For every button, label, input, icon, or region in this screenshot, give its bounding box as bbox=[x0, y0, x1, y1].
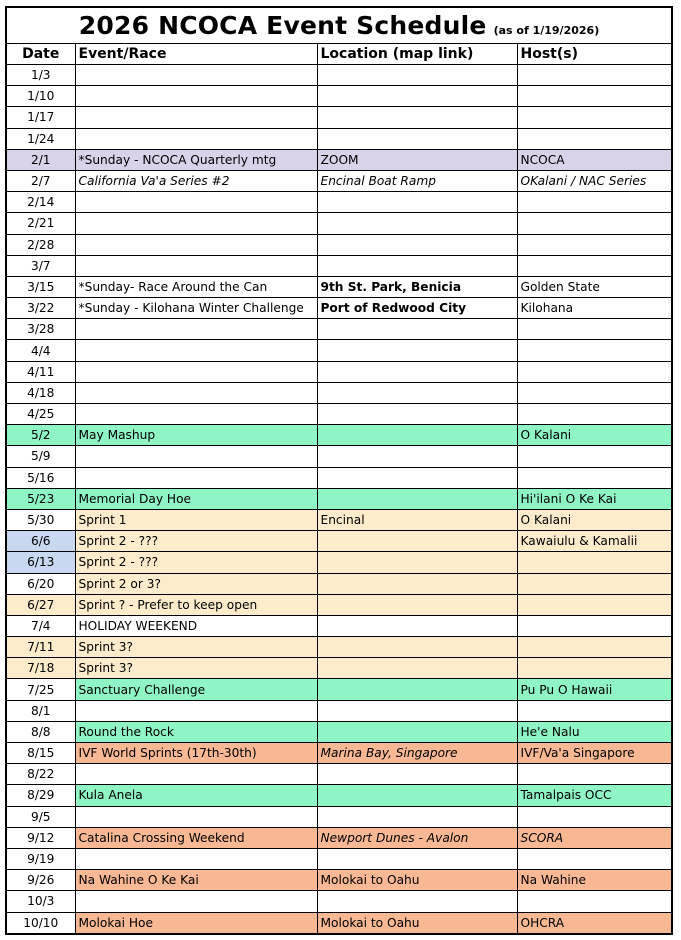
event-cell bbox=[75, 848, 317, 869]
date-cell: 3/28 bbox=[7, 319, 75, 340]
host-cell bbox=[517, 637, 671, 658]
table-row bbox=[7, 86, 671, 107]
date-cell: 9/12 bbox=[7, 827, 75, 848]
event-cell bbox=[75, 382, 317, 403]
date-cell: 2/1 bbox=[7, 149, 75, 170]
event-cell: Sprint 3? bbox=[75, 637, 317, 658]
host-cell bbox=[517, 806, 671, 827]
host-cell bbox=[517, 848, 671, 869]
location-cell[interactable] bbox=[317, 891, 517, 912]
date-cell: 8/15 bbox=[7, 743, 75, 764]
table-row bbox=[7, 128, 671, 149]
date-cell: 7/11 bbox=[7, 637, 75, 658]
host-cell: OKalani / NAC Series bbox=[517, 170, 671, 191]
table-row bbox=[7, 870, 671, 891]
table-row bbox=[7, 319, 671, 340]
event-cell: California Va'a Series #2 bbox=[75, 170, 317, 191]
date-cell: 1/3 bbox=[7, 65, 75, 86]
location-cell[interactable] bbox=[317, 192, 517, 213]
host-cell bbox=[517, 255, 671, 276]
event-cell bbox=[75, 446, 317, 467]
host-cell bbox=[517, 128, 671, 149]
host-cell: NCOCA bbox=[517, 149, 671, 170]
table-row bbox=[7, 637, 671, 658]
table-row bbox=[7, 192, 671, 213]
event-cell: Na Wahine O Ke Kai bbox=[75, 870, 317, 891]
table-row bbox=[7, 848, 671, 869]
date-cell: 2/21 bbox=[7, 213, 75, 234]
location-cell[interactable] bbox=[317, 573, 517, 594]
location-cell[interactable]: Molokai to Oahu bbox=[317, 870, 517, 891]
location-cell[interactable] bbox=[317, 531, 517, 552]
date-cell: 2/14 bbox=[7, 192, 75, 213]
event-cell: Kula Anela bbox=[75, 785, 317, 806]
table-row bbox=[7, 573, 671, 594]
host-cell bbox=[517, 573, 671, 594]
host-cell: Tamalpais OCC bbox=[517, 785, 671, 806]
location-cell[interactable] bbox=[317, 340, 517, 361]
event-cell bbox=[75, 764, 317, 785]
date-cell: 5/2 bbox=[7, 425, 75, 446]
date-cell: 5/9 bbox=[7, 446, 75, 467]
date-cell: 4/18 bbox=[7, 382, 75, 403]
date-cell: 8/8 bbox=[7, 721, 75, 742]
host-cell bbox=[517, 594, 671, 615]
event-cell: Catalina Crossing Weekend bbox=[75, 827, 317, 848]
table-row bbox=[7, 425, 671, 446]
date-cell: 5/23 bbox=[7, 488, 75, 509]
location-cell[interactable] bbox=[317, 65, 517, 86]
table-row bbox=[7, 700, 671, 721]
event-cell bbox=[75, 107, 317, 128]
event-cell: Molokai Hoe bbox=[75, 912, 317, 933]
table-row bbox=[7, 213, 671, 234]
table-row bbox=[7, 170, 671, 191]
table-row bbox=[7, 255, 671, 276]
table-row bbox=[7, 298, 671, 319]
date-cell: 8/1 bbox=[7, 700, 75, 721]
table-row bbox=[7, 361, 671, 382]
host-cell bbox=[517, 446, 671, 467]
schedule-sheet bbox=[5, 6, 673, 935]
event-cell: Memorial Day Hoe bbox=[75, 488, 317, 509]
location-cell[interactable] bbox=[317, 234, 517, 255]
date-cell: 7/4 bbox=[7, 615, 75, 636]
host-cell: SCORA bbox=[517, 827, 671, 848]
location-cell[interactable] bbox=[317, 382, 517, 403]
location-cell[interactable]: Molokai to Oahu bbox=[317, 912, 517, 933]
host-cell: O Kalani bbox=[517, 509, 671, 530]
host-cell bbox=[517, 552, 671, 573]
date-cell: 1/24 bbox=[7, 128, 75, 149]
event-cell: *Sunday - Kilohana Winter Challenge bbox=[75, 298, 317, 319]
event-cell bbox=[75, 213, 317, 234]
event-cell: *Sunday - NCOCA Quarterly mtg bbox=[75, 149, 317, 170]
table-row bbox=[7, 743, 671, 764]
date-cell: 2/28 bbox=[7, 234, 75, 255]
host-cell bbox=[517, 319, 671, 340]
table-row bbox=[7, 149, 671, 170]
location-cell[interactable] bbox=[317, 86, 517, 107]
event-cell bbox=[75, 806, 317, 827]
host-cell: Kawaiulu & Kamalii bbox=[517, 531, 671, 552]
host-cell bbox=[517, 467, 671, 488]
table-row bbox=[7, 658, 671, 679]
date-cell: 5/30 bbox=[7, 509, 75, 530]
host-cell bbox=[517, 107, 671, 128]
table-row bbox=[7, 382, 671, 403]
host-cell: Golden State bbox=[517, 276, 671, 297]
date-cell: 3/22 bbox=[7, 298, 75, 319]
event-cell: IVF World Sprints (17th-30th) bbox=[75, 743, 317, 764]
location-cell[interactable] bbox=[317, 721, 517, 742]
host-cell: OHCRA bbox=[517, 912, 671, 933]
table-row bbox=[7, 806, 671, 827]
location-cell[interactable]: Newport Dunes - Avalon bbox=[317, 827, 517, 848]
date-cell: 10/10 bbox=[7, 912, 75, 933]
host-cell bbox=[517, 192, 671, 213]
location-cell[interactable] bbox=[317, 764, 517, 785]
date-cell: 6/20 bbox=[7, 573, 75, 594]
location-cell[interactable] bbox=[317, 255, 517, 276]
date-cell: 7/18 bbox=[7, 658, 75, 679]
location-cell[interactable] bbox=[317, 488, 517, 509]
location-cell[interactable] bbox=[317, 361, 517, 382]
event-cell bbox=[75, 467, 317, 488]
date-cell: 3/15 bbox=[7, 276, 75, 297]
date-cell: 4/11 bbox=[7, 361, 75, 382]
table-row bbox=[7, 404, 671, 425]
date-column-header: Date bbox=[7, 44, 75, 65]
location-cell[interactable]: Encinal Boat Ramp bbox=[317, 170, 517, 191]
location-cell[interactable] bbox=[317, 848, 517, 869]
location-cell[interactable] bbox=[317, 425, 517, 446]
event-cell: Sprint 2 - ??? bbox=[75, 531, 317, 552]
date-cell: 6/13 bbox=[7, 552, 75, 573]
table-row bbox=[7, 340, 671, 361]
date-cell: 1/17 bbox=[7, 107, 75, 128]
location-cell[interactable] bbox=[317, 213, 517, 234]
location-cell[interactable] bbox=[317, 658, 517, 679]
date-cell: 4/4 bbox=[7, 340, 75, 361]
location-cell[interactable]: Marina Bay, Singapore bbox=[317, 743, 517, 764]
host-cell bbox=[517, 615, 671, 636]
table-row bbox=[7, 531, 671, 552]
date-cell: 1/10 bbox=[7, 86, 75, 107]
table-row bbox=[7, 467, 671, 488]
event-cell bbox=[75, 891, 317, 912]
event-cell: Sprint 3? bbox=[75, 658, 317, 679]
event-cell: *Sunday- Race Around the Can bbox=[75, 276, 317, 297]
event-cell bbox=[75, 86, 317, 107]
location-cell[interactable] bbox=[317, 107, 517, 128]
host-cell bbox=[517, 234, 671, 255]
location-cell[interactable] bbox=[317, 679, 517, 700]
event-cell bbox=[75, 255, 317, 276]
host-cell: Na Wahine bbox=[517, 870, 671, 891]
host-cell: Hi'ilani O Ke Kai bbox=[517, 488, 671, 509]
event-column-header: Event/Race bbox=[75, 44, 317, 65]
host-cell bbox=[517, 361, 671, 382]
table-row bbox=[7, 594, 671, 615]
location-cell[interactable] bbox=[317, 128, 517, 149]
table-row bbox=[7, 827, 671, 848]
location-cell[interactable] bbox=[317, 552, 517, 573]
event-cell: Sprint 2 or 3? bbox=[75, 573, 317, 594]
host-cell bbox=[517, 86, 671, 107]
host-cell bbox=[517, 213, 671, 234]
as-of-note: (as of 1/19/2026) bbox=[493, 23, 600, 37]
event-cell: Sprint ? - Prefer to keep open bbox=[75, 594, 317, 615]
event-cell bbox=[75, 234, 317, 255]
table-row bbox=[7, 785, 671, 806]
host-cell: Kilohana bbox=[517, 298, 671, 319]
table-row bbox=[7, 446, 671, 467]
date-cell: 7/25 bbox=[7, 679, 75, 700]
location-cell[interactable]: Encinal bbox=[317, 509, 517, 530]
event-cell: Sprint 2 - ??? bbox=[75, 552, 317, 573]
location-cell[interactable]: ZOOM bbox=[317, 149, 517, 170]
location-cell[interactable] bbox=[317, 446, 517, 467]
title-row bbox=[7, 8, 671, 44]
event-cell bbox=[75, 340, 317, 361]
location-cell[interactable] bbox=[317, 637, 517, 658]
location-cell[interactable] bbox=[317, 594, 517, 615]
host-cell bbox=[517, 404, 671, 425]
table-row bbox=[7, 552, 671, 573]
event-cell: Round the Rock bbox=[75, 721, 317, 742]
event-cell bbox=[75, 65, 317, 86]
host-cell bbox=[517, 700, 671, 721]
date-cell: 8/22 bbox=[7, 764, 75, 785]
location-cell[interactable] bbox=[317, 785, 517, 806]
table-row bbox=[7, 721, 671, 742]
host-cell bbox=[517, 382, 671, 403]
table-row bbox=[7, 891, 671, 912]
host-cell: IVF/Va'a Singapore bbox=[517, 743, 671, 764]
table-row bbox=[7, 679, 671, 700]
event-cell bbox=[75, 700, 317, 721]
event-cell bbox=[75, 319, 317, 340]
event-cell bbox=[75, 361, 317, 382]
table-row bbox=[7, 509, 671, 530]
location-column-header: Location (map link) bbox=[317, 44, 517, 65]
date-cell: 5/16 bbox=[7, 467, 75, 488]
location-cell[interactable] bbox=[317, 700, 517, 721]
date-cell: 10/3 bbox=[7, 891, 75, 912]
event-cell: Sprint 1 bbox=[75, 509, 317, 530]
table-row bbox=[7, 276, 671, 297]
event-cell: May Mashup bbox=[75, 425, 317, 446]
event-cell bbox=[75, 192, 317, 213]
location-cell[interactable] bbox=[317, 404, 517, 425]
schedule-table bbox=[7, 44, 671, 933]
host-cell: Pu Pu O Hawaii bbox=[517, 679, 671, 700]
table-row bbox=[7, 65, 671, 86]
date-cell: 2/7 bbox=[7, 170, 75, 191]
table-row bbox=[7, 107, 671, 128]
location-cell[interactable]: Port of Redwood City bbox=[317, 298, 517, 319]
event-cell bbox=[75, 404, 317, 425]
host-cell bbox=[517, 658, 671, 679]
host-column-header: Host(s) bbox=[517, 44, 671, 65]
date-cell: 9/26 bbox=[7, 870, 75, 891]
date-cell: 8/29 bbox=[7, 785, 75, 806]
host-cell bbox=[517, 340, 671, 361]
event-cell: HOLIDAY WEEKEND bbox=[75, 615, 317, 636]
event-cell bbox=[75, 128, 317, 149]
location-cell[interactable]: 9th St. Park, Benicia bbox=[317, 276, 517, 297]
page-title: 2026 NCOCA Event Schedule bbox=[78, 11, 487, 40]
event-cell: Sanctuary Challenge bbox=[75, 679, 317, 700]
date-cell: 4/25 bbox=[7, 404, 75, 425]
date-cell: 6/27 bbox=[7, 594, 75, 615]
host-cell: He'e Nalu bbox=[517, 721, 671, 742]
host-cell bbox=[517, 764, 671, 785]
location-cell[interactable] bbox=[317, 319, 517, 340]
table-row bbox=[7, 615, 671, 636]
date-cell: 9/19 bbox=[7, 848, 75, 869]
location-cell[interactable] bbox=[317, 615, 517, 636]
date-cell: 3/7 bbox=[7, 255, 75, 276]
date-cell: 6/6 bbox=[7, 531, 75, 552]
table-row bbox=[7, 912, 671, 933]
location-cell[interactable] bbox=[317, 806, 517, 827]
table-row bbox=[7, 488, 671, 509]
header-row bbox=[7, 44, 671, 65]
host-cell bbox=[517, 65, 671, 86]
host-cell bbox=[517, 891, 671, 912]
table-row bbox=[7, 764, 671, 785]
location-cell[interactable] bbox=[317, 467, 517, 488]
table-row bbox=[7, 234, 671, 255]
date-cell: 9/5 bbox=[7, 806, 75, 827]
host-cell: O Kalani bbox=[517, 425, 671, 446]
